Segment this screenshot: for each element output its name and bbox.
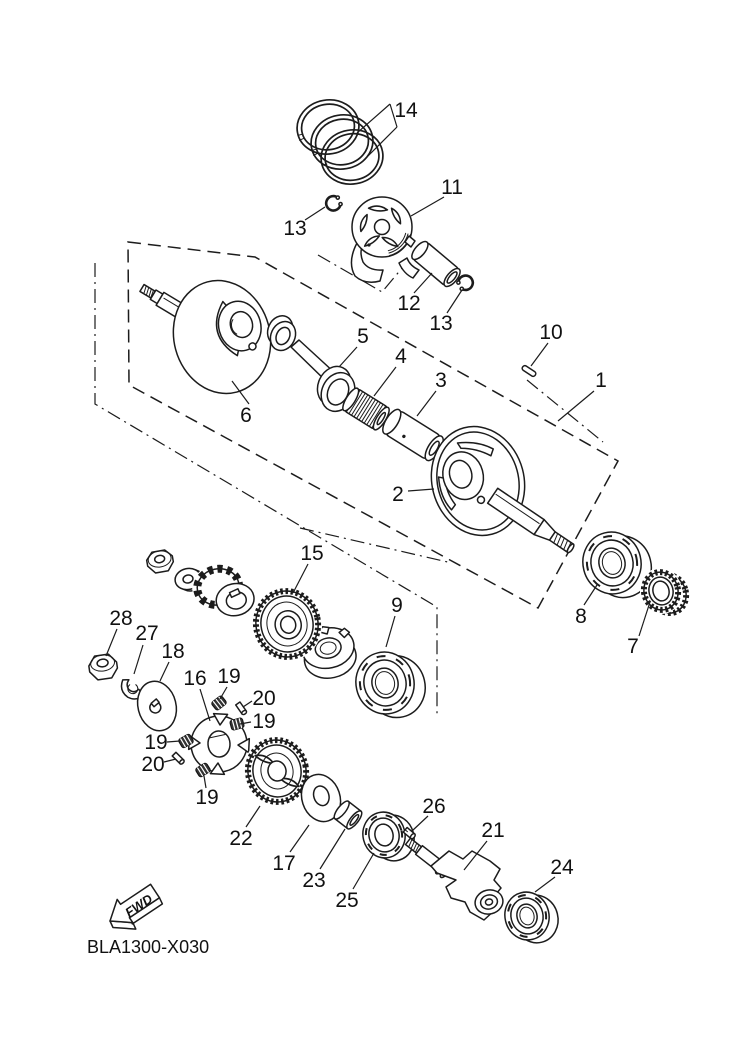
callout-label-22: 22 [229, 827, 253, 850]
callout-label-23: 23 [302, 869, 326, 892]
callout-label-17: 17 [272, 852, 296, 875]
damper-spring-1 [211, 695, 227, 711]
callout-leader-1 [558, 391, 594, 421]
crank-half-left-part-part [248, 342, 257, 351]
piston-ring-set-part [307, 110, 377, 174]
callout-leader-28 [106, 629, 117, 656]
callout-label-15: 15 [300, 542, 324, 565]
callout-leader-19 [167, 741, 180, 742]
callout-leader-7 [639, 602, 650, 636]
balancer-drive-sprocket [188, 558, 257, 624]
flange-nut [88, 653, 119, 681]
callout-leader-25 [353, 853, 374, 889]
crank-half-right-part-part [477, 496, 486, 505]
callout-label-16: 16 [183, 667, 207, 690]
callout-label-2: 2 [392, 483, 404, 506]
callout-leader-4 [374, 367, 396, 396]
callout-leader-13 [305, 207, 325, 220]
damper-pin-1 [236, 702, 248, 715]
piston-ring-set [293, 95, 387, 189]
damper-plate [133, 677, 182, 735]
circlip-upper [325, 194, 344, 212]
callout-label-25: 25 [335, 889, 359, 912]
callout-leader-3 [417, 391, 436, 416]
callout-label-18: 18 [161, 640, 185, 663]
callout-label-19: 19 [144, 731, 168, 754]
callout-label-19: 19 [195, 786, 219, 809]
piston [351, 197, 419, 282]
callout-leader-23 [320, 829, 345, 869]
callout-leader-17 [290, 825, 309, 852]
crank-half-left-part [161, 270, 283, 405]
callout-label-3: 3 [435, 369, 447, 392]
callout-leader-10 [531, 343, 548, 366]
part-code: BLA1300-X030 [87, 937, 210, 957]
callout-label-21: 21 [481, 819, 505, 842]
crank-half-left [138, 270, 283, 405]
callout-leader-20 [243, 701, 252, 707]
callout-label-27: 27 [135, 622, 159, 645]
support-bearing [350, 644, 432, 726]
piston-part-part [367, 243, 370, 246]
callout-label-1: 1 [595, 369, 607, 392]
callout-label-19: 19 [217, 665, 241, 688]
piston-pin [409, 239, 463, 289]
callout-label-6: 6 [240, 404, 252, 427]
callout-label-7: 7 [627, 635, 639, 658]
callout-label-8: 8 [575, 605, 587, 628]
balancer-drive-nut [145, 549, 174, 574]
circlip-upper-part [336, 196, 340, 200]
callout-leader-5 [339, 347, 357, 367]
woodruff-key-part [521, 365, 536, 378]
callout-leader-16 [200, 689, 210, 721]
callout-leader-20 [164, 759, 176, 762]
callout-leader-14 [357, 104, 390, 133]
piston-ring-set-part [293, 95, 363, 159]
callout-leader-13 [447, 290, 462, 313]
callout-leader-9 [386, 616, 395, 647]
centerline-key-axis [527, 380, 603, 442]
callout-leader-15 [293, 564, 308, 593]
callout-label-11: 11 [441, 176, 463, 199]
callout-leader-8 [584, 585, 597, 605]
callout-label-4: 4 [395, 345, 407, 368]
damper-pin-2 [172, 752, 185, 765]
callout-label-26: 26 [422, 795, 446, 818]
callout-leader-26 [412, 816, 428, 831]
callout-label-20: 20 [141, 753, 165, 776]
callout-leader-2 [408, 489, 434, 491]
callout-label-13: 13 [429, 312, 453, 335]
callout-label-28: 28 [109, 607, 133, 630]
callout-label-10: 10 [539, 321, 563, 344]
piston-part-part [375, 220, 390, 235]
woodruff-key [521, 365, 536, 378]
callout-leader-18 [160, 662, 169, 681]
callout-label-20: 20 [252, 687, 276, 710]
balancer-shaft [403, 835, 505, 920]
balancer-shaft-part-part [485, 898, 493, 906]
callout-leader-24 [535, 877, 555, 892]
fwd-arrow [110, 884, 162, 929]
callout-leader-11 [411, 197, 444, 216]
callout-leader-22 [246, 806, 260, 827]
callout-leader-27 [134, 645, 143, 674]
callout-label-14: 14 [394, 99, 418, 122]
callout-label-9: 9 [391, 594, 403, 617]
callout-label-12: 12 [397, 292, 421, 315]
callout-label-13: 13 [283, 217, 307, 240]
callout-leader-12 [414, 273, 432, 293]
callout-label-19: 19 [252, 710, 276, 733]
callout-label-24: 24 [550, 856, 574, 879]
circlip-lower-part [456, 281, 460, 285]
circlip-upper-part [339, 202, 343, 206]
callout-label-5: 5 [357, 325, 369, 348]
fwd-label: FWD [122, 891, 156, 921]
balancer-bearing-rear [500, 885, 563, 949]
piston-part [352, 197, 415, 257]
callout-leader-19 [220, 687, 227, 699]
